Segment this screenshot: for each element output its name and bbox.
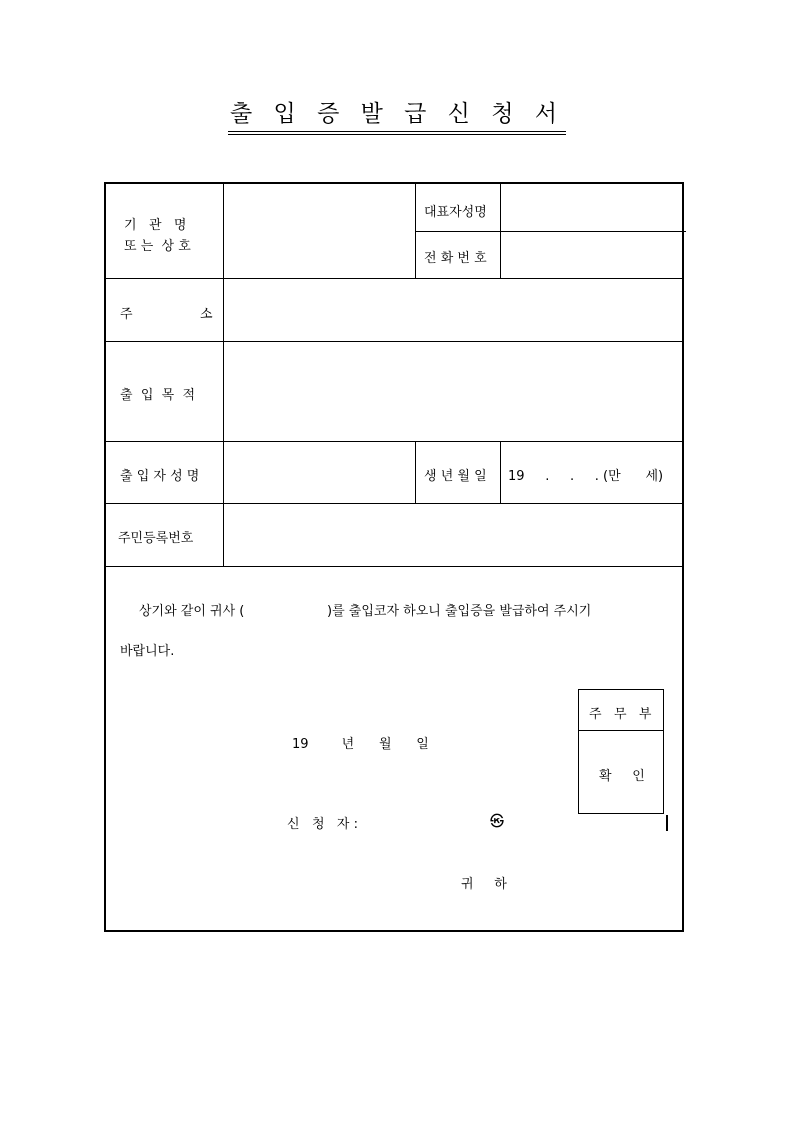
approval-stamp-box [578,689,664,814]
column-divider [415,441,416,503]
org-name-label-line2: 또 는 상 호 [124,239,191,254]
column-divider [500,441,501,503]
purpose-field[interactable] [224,342,683,440]
address-field[interactable] [224,279,683,340]
phone-label: 전 화 번 호 [424,251,487,266]
address-label-left: 주 [120,307,133,322]
representative-label: 대표자성명 [424,205,487,220]
request-text-line2: 바랍니다. [120,644,175,659]
text-cursor [666,815,668,831]
resident-id-field[interactable] [224,504,683,565]
phone-field[interactable] [501,232,683,277]
stamp-confirm: 확 인 [599,769,645,784]
visitor-name-label: 출 입 자 성 명 [120,469,200,484]
org-name-label-line1: 기 관 명 [124,218,187,233]
row-divider [106,566,684,567]
column-divider [415,184,416,278]
application-date: 19 년 월 일 [292,737,429,752]
application-form [104,182,684,932]
seal-mark: ㉿ [490,814,504,830]
request-text-line1: 상기와 같이 귀사 ( )를 출입코자 하오니 출입증을 발급하여 주시기 [139,604,592,619]
resident-id-label: 주민등록번호 [118,531,194,546]
birthdate-label: 생 년 월 일 [424,469,487,484]
document-title: 출 입 증 발 급 신 청 서 [0,100,794,135]
purpose-label: 출 입 목 적 [120,388,196,403]
applicant-label: 신 청 자 : [287,817,358,832]
visitor-name-field[interactable] [224,442,414,502]
stamp-divider [579,730,663,731]
birthdate-field[interactable]: 19 . . . (만 세) [508,469,664,484]
stamp-header: 주 무 부 [589,707,652,722]
representative-field[interactable] [501,185,683,230]
addressee: 귀 하 [461,877,507,892]
address-label-right: 소 [200,307,213,322]
org-name-field[interactable] [224,185,414,277]
